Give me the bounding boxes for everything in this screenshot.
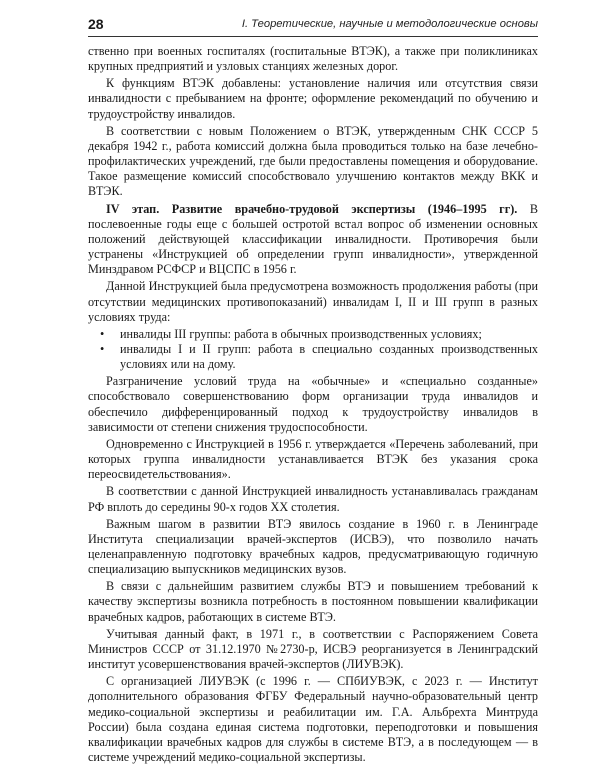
page-header: [88, 14, 538, 37]
running-title: I. Теоретические, научные и методологические основы: [241, 18, 538, 30]
paragraph: Важным шагом в развитии ВТЭ явилось создание в 1960 г. в Ленинграде Института специализации врачей-экспертов (ИСВЭ), что позволило начать целенаправленную подготовку врачебных кадров, предусматривающую годичную специализацию выпускников медицинских вузов.: [88, 516, 538, 577]
paragraph: С организацией ЛИУВЭК (с 1996 г. — СПбИУВЭК, с 2023 г. — Институт дополнительного образования ФГБУ Федеральный научно-образовательный центр медико-социальной экспертизы и реабилитации им. Г.А. Альбрехта Минтруда России) была создана единая система подготовки, переподготовки и повышения квалификации врачебных кадров для службы в системе ВТЭ, а в последующем — в системе учреждений медико-социальной экспертизы.: [88, 674, 538, 765]
page-body: [88, 44, 538, 767]
paragraph: В связи с дальнейшим развитием службы ВТЭ и повышением требований к качеству экспертизы возникла потребность в постоянном повышении квалификации врачебных кадров, работающих в системе ВТЭ.: [88, 579, 538, 624]
bullet-icon: •: [100, 326, 105, 341]
stage-text: В послевоенные годы еще с большей остротой встал вопрос об изменении основных положений действующей классификации инвалидности. Противоречия были устранены «Инструкцией об определении групп инвалидности», утвержденной Минздравом РСФСР и ВЦСПС в 1956 г.: [88, 201, 538, 277]
paragraph: Учитывая данный факт, в 1971 г., в соответствии с Распоряжением Совета Министров СССР от 31.12.1970 №2730-р, ИСВЭ реорганизуется в Ленинградский институт усовершенствования врачей-экспертов (ЛИУВЭК).: [88, 626, 538, 672]
paragraph: ственно при военных госпиталях (госпитальные ВТЭК), а также при поликлиниках крупных предприятий и узловых станциях железных дорог.: [88, 44, 538, 74]
paragraph: Разграничение условий труда на «обычные» и «специально созданные» способствовало совершенствованию форм организации труда инвалидов и обеспечило дифференцированный подход к трудоустройству инвалидов в зависимости от степени снижения трудоспособности.: [88, 374, 538, 434]
list-item: [88, 342, 538, 372]
list-item: [88, 327, 538, 342]
page-number: 28: [88, 16, 104, 32]
bullet-icon: •: [100, 341, 105, 356]
list-item-text: инвалиды I и II групп: работа в специально созданных производственных условиях или на дому.: [120, 341, 538, 372]
paragraph: Данной Инструкцией была предусмотрена возможность продолжения работы (при отсутствии медицинских противопоказаний) инвалидам I, II и III групп в разных условиях труда:: [88, 279, 538, 324]
paragraph: В соответствии с новым Положением о ВТЭК, утвержденным СНК СССР 5 декабря 1942 г., работа комиссий должна была проводиться только на базе лечебно-профилактических учреждений, где были предоставлены помещения и оборудование. Такое размещение комиссий способствовало улучшению контактов между ВКК и ВТЭК.: [88, 123, 538, 199]
list-item-text: инвалиды III группы: работа в обычных производственных условиях;: [120, 326, 482, 341]
paragraph: Одновременно с Инструкцией в 1956 г. утверждается «Перечень заболеваний, при которых группа инвалидности устанавливается ВТЭК без указания срока переосвидетельствования».: [88, 436, 538, 482]
stage-paragraph: [88, 202, 538, 278]
paragraph: В соответствии с данной Инструкцией инвалидность устанавливалась гражданам РФ вплоть до середины 90-х годов XX столетия.: [88, 484, 538, 514]
bullet-list: [88, 327, 538, 372]
paragraph: К функциям ВТЭК добавлены: установление наличия или отсутствия связи инвалидности с пребыванием на фронте; оформление рекомендаций по обучению и трудоустройству инвалидов.: [88, 76, 538, 121]
stage-title: IV этап. Развитие врачебно-трудовой экспертизы (1946–1995 гг).: [106, 201, 518, 216]
